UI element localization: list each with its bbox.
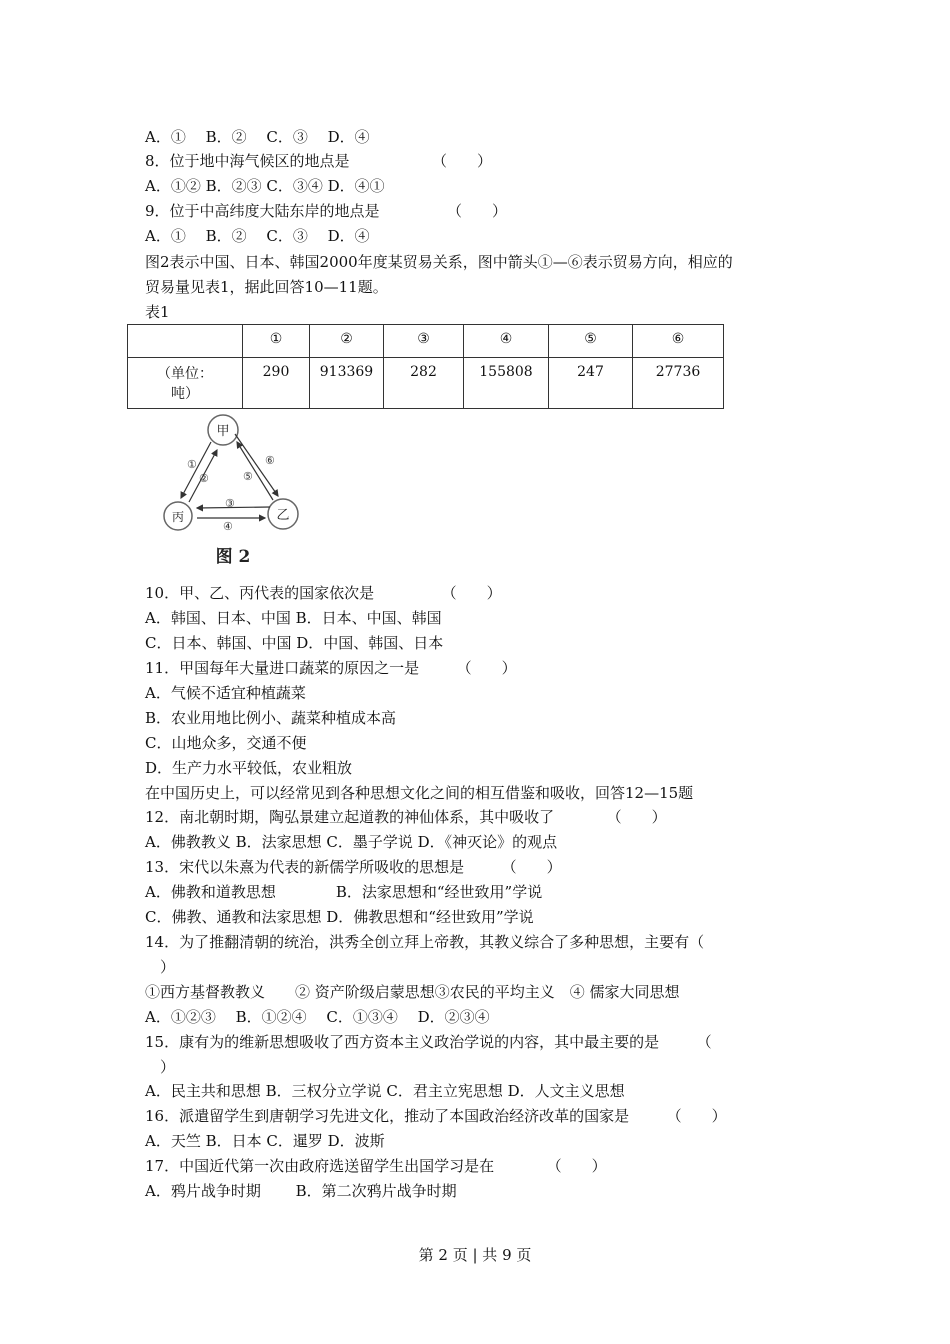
arrow-label-4: ④ (223, 520, 233, 533)
text-line: C．佛教、通教和法家思想 D．佛教思想和“经世致用”学说 (145, 908, 534, 926)
text-line: A．韩国、日本、中国 B．日本、中国、韩国 (145, 609, 442, 627)
table-header-cell: ⑤ (549, 325, 633, 358)
table-caption: 表1 (145, 303, 170, 321)
question-8: 8．位于地中海气候区的地点是 （ ） (145, 152, 493, 170)
question-14: 14．为了推翻清朝的统治，洪秀全创立拜上帝教，其教义综合了多种思想，主要有（ (145, 933, 705, 951)
table-row (128, 358, 724, 409)
text-line: 图2表示中国、日本、韩国2000年度某贸易关系，图中箭头①—⑥表示贸易方向，相应的 (145, 253, 733, 271)
text-line: A．佛教教义 B．法家思想 C．墨子学说 D．《神灭论》的观点 (145, 833, 558, 851)
node-bing: 丙 (171, 510, 185, 524)
table-cell: 155808 (464, 358, 549, 409)
table-header-row (128, 325, 724, 358)
table-cell: 913369 (310, 358, 384, 409)
question-13: 13．宋代以朱熹为代表的新儒学所吸收的思想是 （ ） (145, 858, 562, 876)
text-line: A．天竺 B．日本 C．暹罗 D．波斯 (145, 1132, 385, 1150)
trade-table (127, 324, 724, 409)
text-line: C．山地众多，交通不便 (145, 734, 307, 752)
question-12: 12．南北朝时期，陶弘景建立起道教的神仙体系，其中吸收了 （ ） (145, 808, 667, 826)
question-11: 11．甲国每年大量进口蔬菜的原因之一是 （ ） (145, 659, 517, 677)
question-16: 16．派遣留学生到唐朝学习先进文化，推动了本国政治经济改革的国家是 （ ） (145, 1107, 727, 1125)
table-header-cell: ⑥ (633, 325, 724, 358)
text-line: A．佛教和道教思想 B．法家思想和“经世致用”学说 (145, 883, 543, 901)
text-line: A．① B．② C．③ D．④ (145, 227, 370, 245)
figure-caption: 图 2 (215, 547, 251, 567)
arrow-label-3: ③ (225, 497, 235, 510)
table-row-label: （单位：吨） (128, 358, 243, 409)
text-line: A．气候不适宜种植蔬菜 (145, 684, 306, 702)
table-header-cell: ③ (384, 325, 464, 358)
text-line: ①西方基督教教义 ② 资产阶级启蒙思想③农民的平均主义 ④ 儒家大同思想 (145, 983, 680, 1001)
text-line: A．①②③ B．①②④ C．①③④ D．②③④ (145, 1008, 490, 1026)
arrow-label-2: ② (199, 472, 209, 485)
text-line: B．农业用地比例小、蔬菜种植成本高 (145, 709, 397, 727)
text-line: 在中国历史上，可以经常见到各种思想文化之间的相互借鉴和吸收，回答12—15题 (145, 784, 694, 802)
table-header-cell: ② (310, 325, 384, 358)
text-line: C．日本、韩国、中国 D．中国、韩国、日本 (145, 634, 444, 652)
arrow-label-6: ⑥ (265, 454, 275, 467)
question-10: 10．甲、乙、丙代表的国家依次是 （ ） (145, 584, 502, 602)
table-cell: 247 (549, 358, 633, 409)
text-line: D．生产力水平较低，农业粗放 (145, 759, 353, 777)
node-jia: 甲 (216, 424, 230, 439)
text-line: A．民主共和思想 B．三权分立学说 C．君主立宪思想 D．人文主义思想 (145, 1082, 625, 1100)
question-15: 15．康有为的维新思想吸收了西方资本主义政治学说的内容，其中最主要的是 （ (145, 1033, 712, 1051)
table-header-cell (128, 325, 243, 358)
table-header-cell: ④ (464, 325, 549, 358)
text-line: A．① B．② C．③ D．④ (145, 128, 370, 146)
table-header-cell: ① (243, 325, 310, 358)
page-footer: 第 2 页 | 共 9 页 (418, 1246, 532, 1264)
table-cell: 282 (384, 358, 464, 409)
question-17: 17．中国近代第一次由政府选送留学生出国学习是在 （ ） (145, 1157, 607, 1175)
arrow-label-5: ⑤ (243, 470, 253, 483)
table-cell: 290 (243, 358, 310, 409)
arrow-label-1: ① (187, 458, 197, 471)
text-line: A．鸦片战争时期 B．第二次鸦片战争时期 (145, 1182, 457, 1200)
node-yi: 乙 (276, 508, 290, 523)
text-line: 贸易量见表1，据此回答10—11题。 (145, 278, 388, 296)
question-9: 9．位于中高纬度大陆东岸的地点是 （ ） (145, 202, 508, 220)
trade-diagram (155, 410, 335, 575)
text-line: A．①② B．②③ C．③④ D．④① (145, 177, 385, 195)
text-line: ） (145, 1058, 176, 1076)
text-line: ） (145, 958, 176, 976)
table-cell: 27736 (633, 358, 724, 409)
